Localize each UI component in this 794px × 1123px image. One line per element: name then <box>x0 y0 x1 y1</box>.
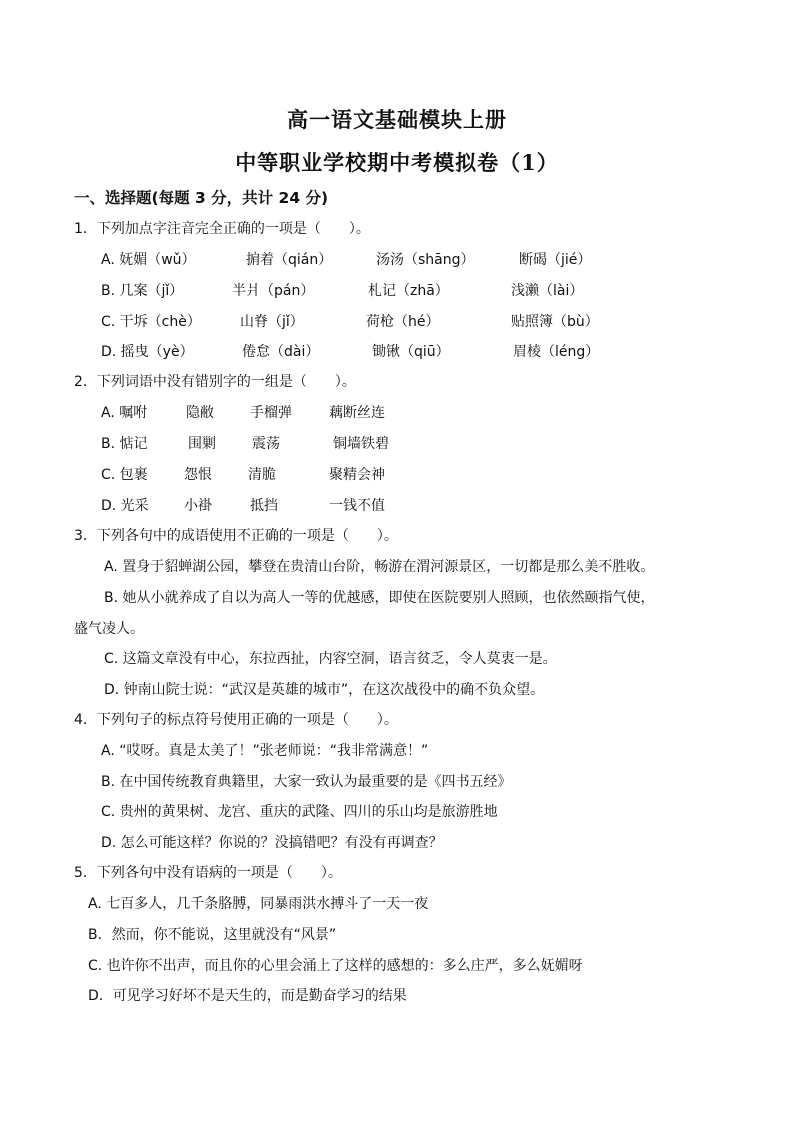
q2-option-b-item-3: 震荡 <box>252 436 280 452</box>
section-heading: 一、选择题(每题 3 分，共计 24 分) <box>74 189 329 207</box>
q4-option-d: D. 怎么可能这样？你说的？没搞错吧？有没有再调查？ <box>101 835 443 851</box>
q3-option-b: B. 她从小就养成了自以为高人一等的优越感，即使在医院要别人照顾，也依然颐指气使， <box>104 590 655 606</box>
q1-option-d-item-4: 眉棱（léng） <box>513 344 600 360</box>
q2-option-d-item-1: D. 光采 <box>101 498 149 514</box>
q5-option-a: A. 七百多人，几千条胳膊，同暴雨洪水搏斗了一天一夜 <box>88 896 429 912</box>
question-4-stem: 4．下列句子的标点符号使用正确的一项是（ ）。 <box>74 712 398 728</box>
q1-option-a-item-4: 断碣（jié） <box>519 252 592 268</box>
q1-option-d-item-1: D. 摇曳（yè） <box>101 344 194 360</box>
q2-option-d-item-2: 小褂 <box>184 498 212 514</box>
q5-option-d: D．可见学习好坏不是天生的，而是勤奋学习的结果 <box>88 988 407 1004</box>
q3-option-d: D. 钟南山院士说：“武汉是英雄的城市”，在这次战役中的确不负众望。 <box>104 682 545 698</box>
q1-option-a-item-2: 掮着（qián） <box>246 252 333 268</box>
q2-option-a-item-3: 手榴弹 <box>250 405 292 421</box>
q2-option-c-item-1: C. 包裹 <box>101 467 148 483</box>
q1-option-a-item-3: 汤汤（shāng） <box>376 252 475 268</box>
q1-option-d-item-3: 锄锹（qiū） <box>372 344 450 360</box>
q2-option-a-item-1: A. 嘱咐 <box>101 405 148 421</box>
q2-option-d-item-4: 一钱不值 <box>329 498 385 514</box>
q5-option-b: B．然而，你不能说，这里就没有“风景” <box>88 927 337 943</box>
q2-option-b-item-1: B. 惦记 <box>101 436 148 452</box>
q2-option-a-item-4: 藕断丝连 <box>329 405 385 421</box>
q1-option-b-item-3: 札记（zhā） <box>368 283 449 299</box>
q2-option-c-item-3: 清脆 <box>248 467 276 483</box>
q4-option-a: A. “哎呀。真是太美了！”张老师说：“我非常满意！” <box>101 743 429 759</box>
q1-option-d-item-2: 倦怠（dài） <box>242 344 320 360</box>
q2-option-b-item-4: 铜墙铁碧 <box>333 436 389 452</box>
q2-option-d-item-3: 抵挡 <box>250 498 278 514</box>
q2-option-a-item-2: 隐敝 <box>186 405 214 421</box>
q1-option-a-item-1: A. 妩媚（wǔ） <box>101 252 196 268</box>
q4-option-b: B. 在中国传统教育典籍里，大家一致认为最重要的是《四书五经》 <box>101 774 512 790</box>
q5-option-c: C. 也许你不出声，而且你的心里会涌上了这样的感想的：多么庄严，多么妩媚呀 <box>88 958 583 974</box>
exam-title: 高一语文基础模块上册 <box>287 107 507 132</box>
q2-option-c-item-2: 怨恨 <box>184 467 212 483</box>
q3-option-c: C. 这篇文章没有中心，东拉西扯，内容空洞，语言贫乏，令人莫衷一是。 <box>104 651 557 667</box>
exam-subtitle: 中等职业学校期中考模拟卷（1） <box>235 150 559 175</box>
q1-option-c-item-2: 山脊（jǐ） <box>240 314 304 330</box>
q1-option-c-item-4: 贴照簿（bù） <box>511 314 599 330</box>
question-3-stem: 3．下列各句中的成语使用不正确的一项是（ ）。 <box>74 528 398 544</box>
q1-option-b-item-2: 半爿（pán） <box>232 283 315 299</box>
q1-option-b-item-1: B. 几案（jǐ） <box>101 283 184 299</box>
q3-option-a: A. 置身于貂蝉湖公园，攀登在贵清山台阶，畅游在渭河源景区，一切都是那么美不胜收。 <box>104 559 655 575</box>
question-1-stem: 1．下列加点字注音完全正确的一项是（ ）。 <box>74 221 370 237</box>
q3-option-b-continued: 盛气凌人。 <box>74 621 144 637</box>
q1-option-b-item-4: 浅濑（lài） <box>511 283 584 299</box>
question-5-stem: 5．下列各句中没有语病的一项是（ ）。 <box>74 865 342 881</box>
question-2-stem: 2．下列词语中没有错别字的一组是（ ）。 <box>74 374 356 390</box>
q1-option-c-item-3: 荷枪（hé） <box>366 314 440 330</box>
q1-option-c-item-1: C. 干坼（chè） <box>101 314 201 330</box>
q2-option-c-item-4: 聚精会神 <box>329 467 385 483</box>
q2-option-b-item-2: 围剿 <box>188 436 216 452</box>
q4-option-c: C. 贵州的黄果树、龙宫、重庆的武隆、四川的乐山均是旅游胜地 <box>101 804 498 820</box>
